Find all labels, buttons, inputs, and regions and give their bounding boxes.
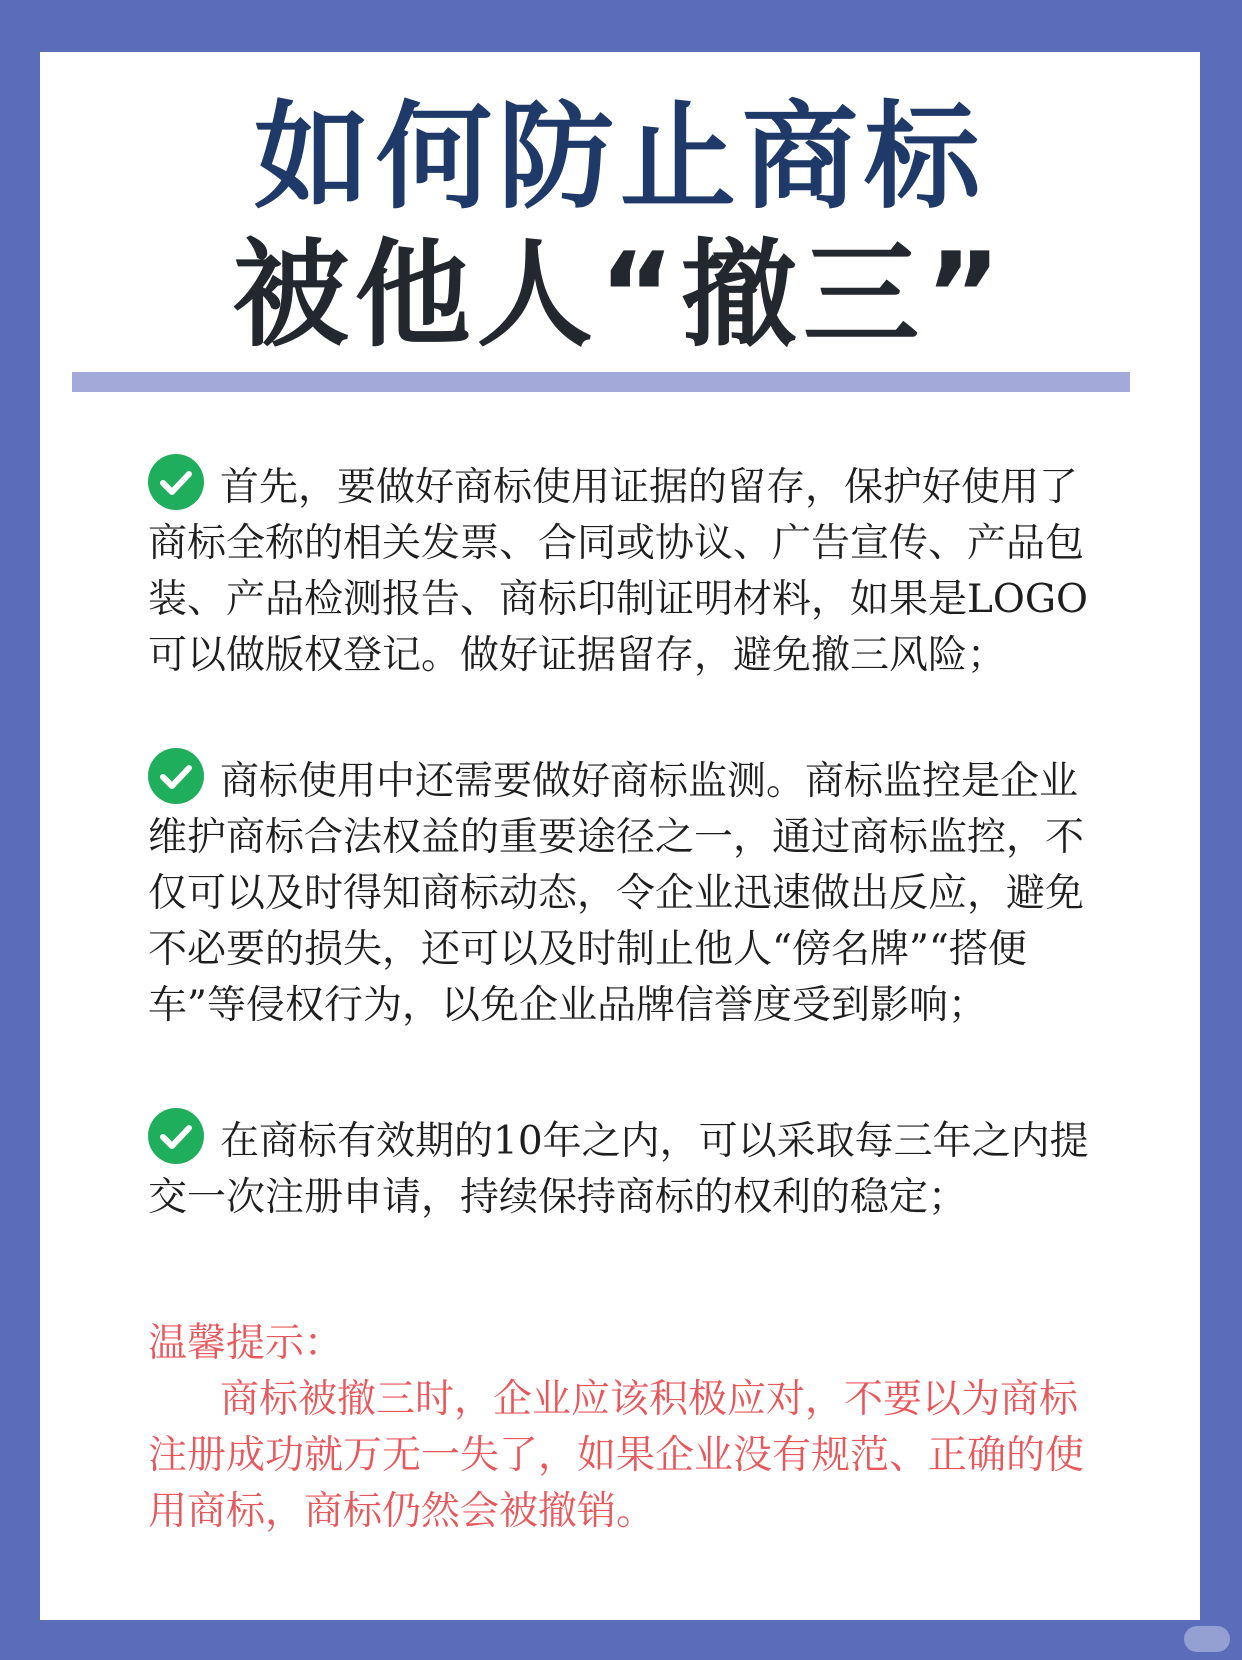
title-line-2: 被他人“撤三” [232,228,1008,363]
tip-item-1-text: 首先，要做好商标使用证据的留存，保护好使用了商标全称的相关发票、合同或协议、广告宣传、产品包装、产品检测报告、商标印制证明材料，如果是LOGO可以做版权登记。做好证据留存，避免撤三风险； [148,465,1088,678]
tip-item-3 [148,1114,1108,1226]
title-line-1: 如何防止商标 [254,90,986,225]
warm-tip-label: 温馨提示： [148,1321,344,1366]
check-circle-icon [148,1108,204,1164]
title-divider [72,372,1130,392]
check-circle-icon [148,454,204,510]
tip-item-3-text: 在商标有效期的10年之内，可以采取每三年之内提交一次注册申请，持续保持商标的权利的稳定； [148,1119,1089,1220]
warm-tip-text: 商标被撤三时，企业应该积极应对，不要以为商标注册成功就万无一失了，如果企业没有规范、正确的使用商标，商标仍然会被撤销。 [148,1377,1085,1534]
tip-item-2 [148,754,1108,1034]
watermark-badge [1184,1626,1230,1652]
tip-item-2-text: 商标使用中还需要做好商标监测。商标监控是企业维护商标合法权益的重要途径之一，通过商标监控，不仅可以及时得知商标动态，令企业迅速做出反应，避免不必要的损失，还可以及时制止他人“傍名牌”“搭便车”等侵权行为，以免企业品牌信誉度受到影响； [148,759,1085,1028]
tip-item-1 [148,460,1108,684]
check-circle-icon [148,748,204,804]
content-card [40,52,1200,1620]
